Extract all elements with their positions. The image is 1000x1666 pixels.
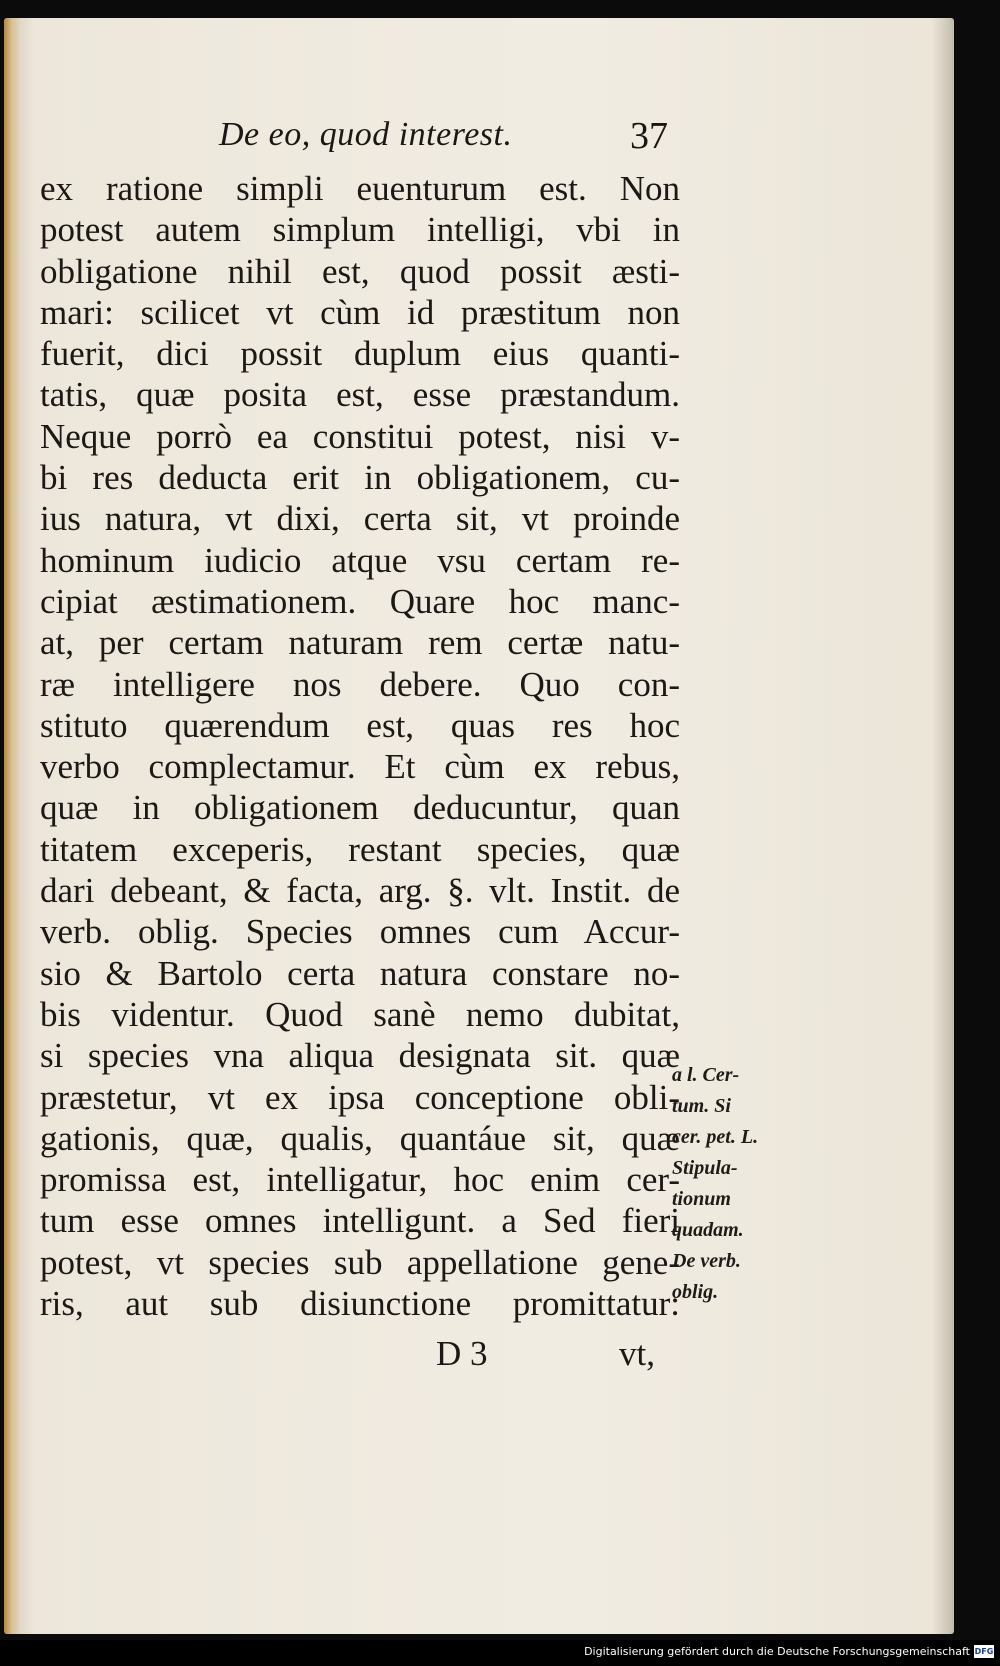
text-line: sio & Bartolo certa natura constare no-	[40, 953, 680, 993]
text-line: hominum iudicio atque vsu certam re-	[40, 540, 680, 580]
text-line: fuerit, dici possit duplum eius quanti-	[40, 334, 680, 374]
text-line: tatis, quæ posita est, esse præstandum.	[40, 375, 680, 415]
text-line: præstetur, vt ex ipsa conceptione obli-	[40, 1077, 680, 1117]
text-line: dari debeant, & facta, arg. §. vlt. Instit. de	[40, 871, 680, 911]
marginal-note-line: oblig.	[672, 1281, 719, 1303]
text-line: potest autem simplum intelligi, vbi in	[40, 210, 680, 250]
text-line: ræ intelligere nos debere. Quo con-	[40, 664, 680, 704]
marginal-note-line: tum. Si	[672, 1095, 731, 1117]
text-line: ris, aut sub disiunctione promittatur:	[40, 1284, 680, 1324]
page-number: 37	[630, 115, 668, 157]
marginal-note-line: Stipula-	[672, 1157, 738, 1179]
text-line: quæ in obligationem deducuntur, quan	[40, 788, 680, 828]
running-head: De eo, quod interest.	[219, 116, 513, 153]
text-line: bis videntur. Quod sanè nemo dubitat,	[40, 994, 680, 1034]
text-line: Neque porrò ea constitui potest, nisi v-	[40, 416, 680, 456]
text-line: potest, vt species sub appellatione gene-	[40, 1242, 680, 1282]
text-line: tum esse omnes intelligunt. a Sed fieri	[40, 1201, 680, 1241]
text-line: verbo complectamur. Et cùm ex rebus,	[40, 747, 680, 787]
text-line: gationis, quæ, qualis, quantáue sit, quæ	[40, 1118, 680, 1158]
marginal-note-line: tionum	[672, 1188, 731, 1210]
text-line: promissa est, intelligatur, hoc enim cer-	[40, 1160, 680, 1200]
text-line: obligatione nihil est, quod possit æsti-	[40, 251, 680, 291]
funding-credit: Digitalisierung gefördert durch die Deutsche Forschungsgemeinschaft	[584, 1645, 970, 1658]
text-line: si species vna aliqua designata sit. quæ	[40, 1036, 680, 1076]
text-line: mari: scilicet vt cùm id præstitum non	[40, 292, 680, 332]
body-text	[40, 168, 680, 1324]
text-line: stituto quærendum est, quas res hoc	[40, 705, 680, 745]
marginal-note-line: quadam.	[672, 1219, 744, 1241]
digitization-footer	[0, 1640, 1000, 1666]
marginal-note-line: a l. Cer-	[672, 1064, 740, 1086]
marginal-note	[672, 1060, 802, 1308]
text-line: at, per certam naturam rem certæ natu-	[40, 623, 680, 663]
text-line: verb. oblig. Species omnes cum Accur-	[40, 912, 680, 952]
marginal-note-line: cer. pet. L.	[672, 1126, 759, 1148]
text-line: cipiat æstimationem. Quare hoc manc-	[40, 581, 680, 621]
text-line: ex ratione simpli euenturum est. Non	[40, 169, 680, 208]
signature-mark: D 3	[436, 1334, 488, 1373]
text-line: titatem exceperis, restant species, quæ	[40, 829, 680, 869]
marginal-note-line: De verb.	[672, 1250, 741, 1272]
text-line: bi res deducta erit in obligationem, cu-	[40, 458, 680, 498]
page-edge	[4, 18, 20, 1634]
page-shadow	[932, 18, 954, 1634]
text-line: ius natura, vt dixi, certa sit, vt proinde	[40, 499, 680, 539]
catchword: vt,	[619, 1334, 655, 1373]
dfg-logo: DFG	[974, 1647, 994, 1656]
book-page	[4, 18, 954, 1634]
